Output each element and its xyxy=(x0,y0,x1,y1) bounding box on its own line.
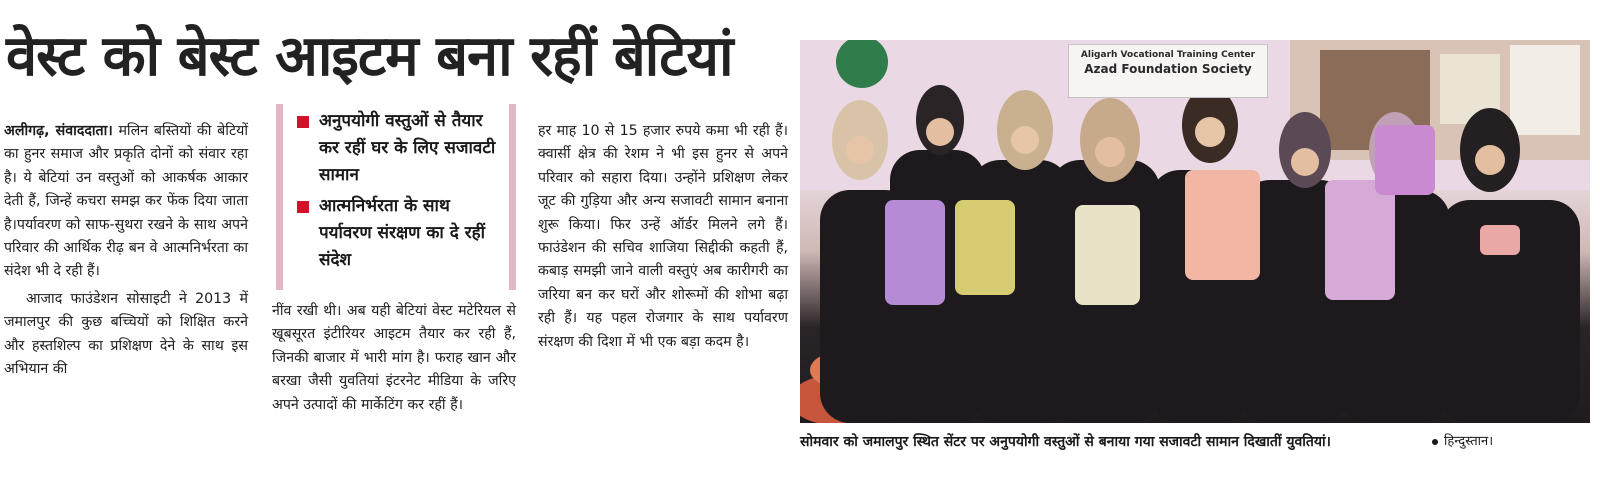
photo-caption: सोमवार को जमालपुर स्थित सेंटर पर अनुपयोगी वस्तुओं से बनाया गया सजावटी सामान दिखातीं युवतियां। xyxy=(800,434,1331,450)
paragraph: आजाद फाउंडेशन सोसाइटी ने 2013 में जमालपुर की कुछ बच्चियों को शिक्षित करने और हस्तशिल्प का प्रशिक्षण देने के साथ इस अभियान की xyxy=(4,290,248,378)
square-bullet-icon xyxy=(297,201,309,213)
bullet-dot-icon xyxy=(1432,439,1438,445)
paragraph: हर माह 10 से 15 हजार रुपये कमा भी रही हैं। क्वार्सी क्षेत्र की रेशम ने भी इस हुनर से अपने परिवार को सहारा दिया। उन्होंने प्रशिक्षण लेकर जूट की गुड़िया और अन्य सजावटी सामान बनाना शुरू किया। फिर उन्हें ऑर्डर मिलने लगे हैं।फाउंडेशन की सचिव शाजिया सिद्दीकी कहती हैं, कबाड़ समझी जाने वाली वस्तुएं अब कारीगरी का जरिया बन कर घरों और शोरूमों की शोभा बढ़ा रही हैं। यह पहल रोजगार के साथ पर्यावरण संरक्षण की दिशा में भी एक बड़ा कदम है। xyxy=(538,123,788,350)
paragraph xyxy=(4,120,248,284)
banner-line-2: Azad Foundation Society xyxy=(1084,62,1252,76)
headline: वेस्ट को बेस्ट आइटम बना रहीं बेटियां xyxy=(6,24,733,89)
square-bullet-icon xyxy=(297,116,309,128)
news-photo xyxy=(800,40,1590,423)
banner-line-1: Aligarh Vocational Training Center xyxy=(1080,50,1256,60)
highlight-item xyxy=(297,108,499,189)
highlight-box xyxy=(276,104,516,290)
highlight-text: आत्मनिर्भरता के साथ पर्यावरण संरक्षण का दे रहीं संदेश xyxy=(319,196,486,270)
center-banner xyxy=(1068,44,1268,98)
paragraph-text: मलिन बस्तियों की बेटियों का हुनर समाज और प्रकृति दोनों को संवार रहा है। ये बेटियां उन वस्तुओं को आकर्षक आकार देती हैं, जिन्हें कचरा समझ कर फेंक दिया जाता है।पर्यावरण को साफ-सुथरा रखने के साथ अपने परिवार की आर्थिक रीढ़ बन वे आत्मनिर्भरता का संदेश भी दे रही हैं। xyxy=(4,123,248,280)
paragraph: नींव रखी थी। अब यही बेटियां वेस्ट मटेरियल से खूबसूरत इंटीरियर आइटम तैयार कर रही हैं, जिनकी बाजार में भारी मांग है। फराह खान और बरखा जैसी युवतियां इंटरनेट मीडिया के जरिए अपने उत्पादों की मार्केटिंग कर रहीं हैं। xyxy=(272,303,516,413)
highlight-item xyxy=(297,193,499,274)
byline: अलीगढ़, संवाददाता। xyxy=(4,123,113,139)
article-column-2 xyxy=(272,300,516,421)
highlight-text: अनुपयोगी वस्तुओं से तैयार कर रहीं घर के लिए सजावटी सामान xyxy=(319,111,496,185)
article-column-3 xyxy=(538,120,788,358)
photo-credit xyxy=(1432,430,1493,454)
credit-text: हिन्दुस्तान। xyxy=(1444,434,1494,449)
article-column-1 xyxy=(4,120,248,385)
